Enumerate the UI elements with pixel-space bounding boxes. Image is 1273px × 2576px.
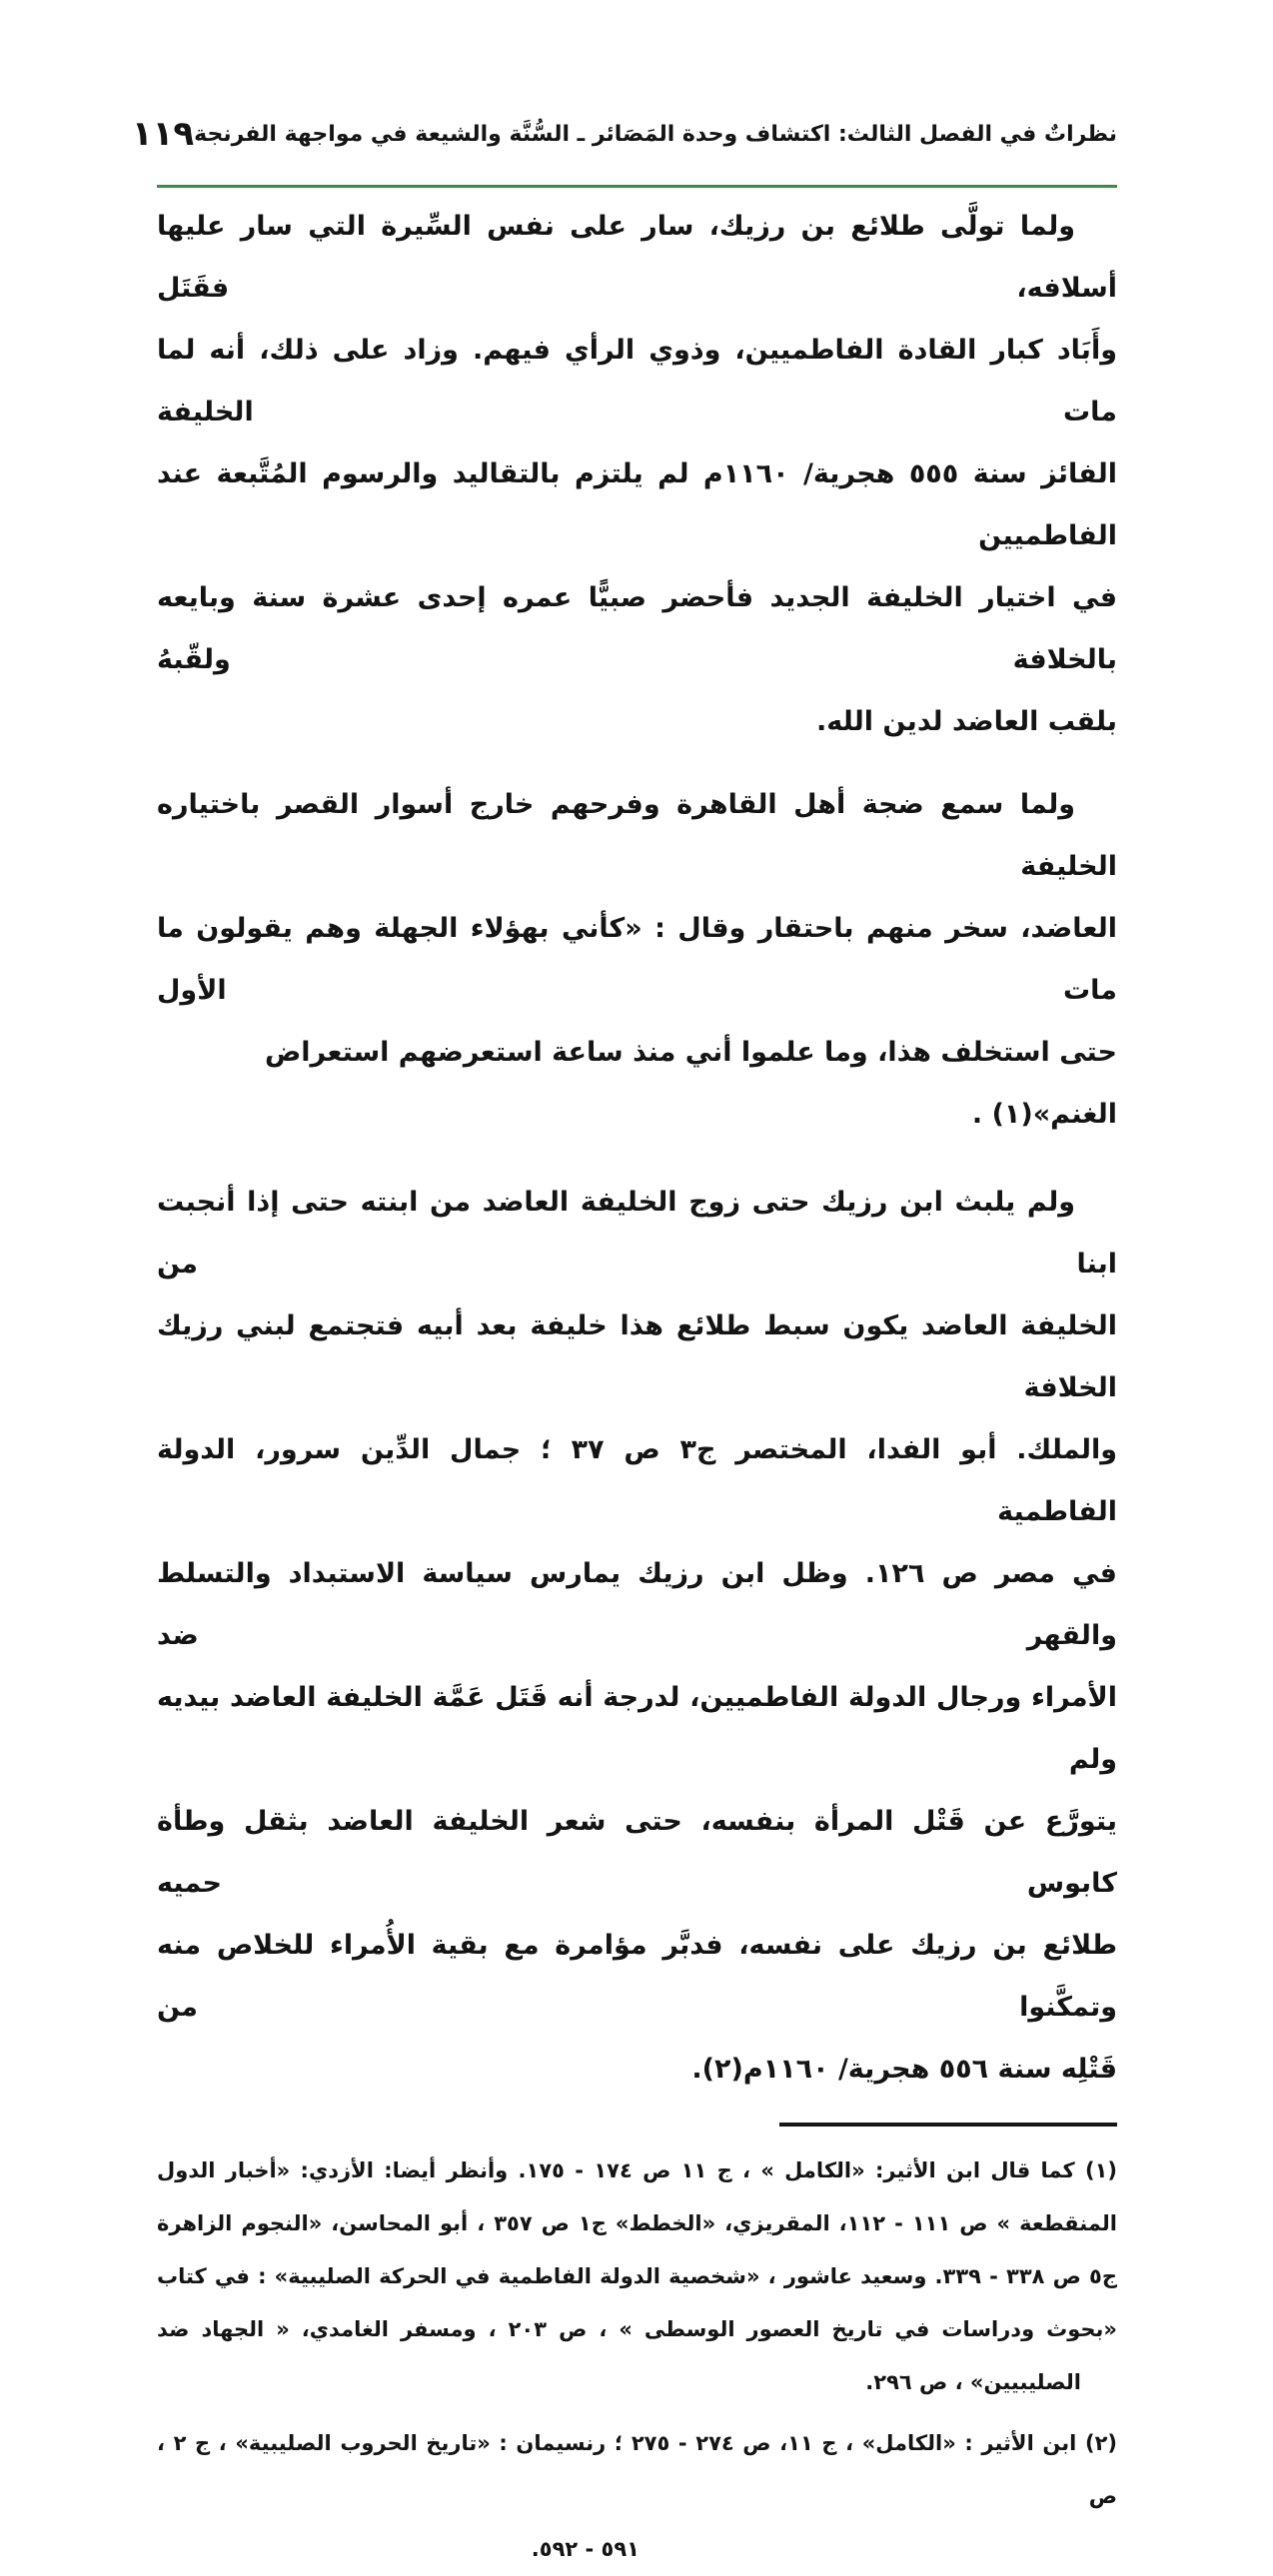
page-header <box>131 110 1117 158</box>
footnote-line: الصليبيين» ، ص ٢٩٦. <box>865 2370 1081 2394</box>
paragraph-3 <box>157 1172 1117 2101</box>
text-line: الفائز سنة ٥٥٥ هجرية/ ١١٦٠م لم يلتزم بالتقاليد والرسوم المُتَّبعة عند الفاطميين <box>157 458 1117 551</box>
text-line: بلقب العاضد لدين الله. <box>815 706 1117 737</box>
text-line: حتى استخلف هذا، وما علموا أني منذ ساعة استعرضهم استعراض الغنم»(١) . <box>264 1037 1117 1130</box>
footnote-line: (١) كما قال ابن الأثير: «الكامل » ، ج ١١ ص ١٧٤ - ١٧٥. وأنظر أيضا: الأزدي: «أخبار الدول <box>157 2158 1118 2182</box>
footnote-line: ج٥ ص ٣٣٨ - ٣٣٩. وسعيد عاشور ، «شخصية الدولة الفاطمية في الحركة الصليبية» : في كتاب <box>157 2264 1118 2288</box>
footnote-line: المنقطعة » ص ١١١ - ١١٢، المقريزي، «الخطط» ج١ ص ٣٥٧ ، أبو المحاسن، «النجوم الزاهرة <box>157 2211 1117 2235</box>
text-line: في اختيار الخليفة الجديد فأحضر صبيًّا عمره إحدى عشرة سنة وبايعه بالخلافة ولقّبهُ <box>157 582 1117 675</box>
text-line: ولما تولَّى طلائع بن رزيك، سار على نفس السِّيرة التي سار عليها أسلافه، فقَتَل <box>157 211 1117 304</box>
footnote-separator-rule <box>779 2123 1117 2127</box>
running-title: نظراتٌ في الفصل الثالث: اكتشاف وحدة المَصَائر ـ السُّنَّة والشيعة في مواجهة الفرنجة <box>194 121 1117 147</box>
text-line: والملك. أبو الفدا، المختصر ج٣ ص ٣٧ ؛ جمال الدِّين سرور، الدولة الفاطمية <box>157 1434 1117 1527</box>
footnote-line: «بحوث ودراسات في تاريخ العصور الوسطى » ، ص ٢٠٣ ، ومسفر الغامدي، « الجهاد ضد <box>157 2317 1117 2341</box>
text-line: في مصر ص ١٢٦. وظل ابن رزيك يمارس سياسة الاستبداد والتسلط والقهر ضد <box>157 1558 1117 1651</box>
footnote-line: (٢) ابن الأثير : «الكامل» ، ج ١١، ص ٢٧٤ - ٢٧٥ ؛ رنسيمان : «تاريخ الحروب الصليبية» ، ج ٢ ، ص <box>157 2431 1117 2508</box>
text-line: قَتْلِه سنة ٥٥٦ هجرية/ ١١٦٠م(٢). <box>691 2054 1117 2085</box>
text-line: الأمراء ورجال الدولة الفاطميين، لدرجة أنه قَتَل عَمَّة الخليفة العاضد بيديه ولم <box>157 1682 1117 1775</box>
header-rule <box>157 185 1117 188</box>
text-line: يتورَّع عن قَتْل المرأة بنفسه، حتى شعر الخليفة العاضد بثقل وطأة كابوس حميه <box>157 1806 1117 1899</box>
text-line: العاضد، سخر منهم باحتقار وقال : «كأني بهؤلاء الجهلة وهم يقولون ما مات الأول <box>157 913 1117 1006</box>
paragraph-2 <box>157 774 1117 1146</box>
text-line: الخليفة العاضد يكون سبط طلائع هذا خليفة بعد أبيه فتجتمع لبني رزيك الخلافة <box>157 1310 1117 1403</box>
text-line: وأَبَاد كبار القادة الفاطميين، وذوي الرأي فيهم. وزاد على ذلك، أنه لما مات الخليفة <box>157 335 1117 428</box>
paragraph-1 <box>157 196 1117 753</box>
footnote-line: ٥٩١ - ٥٩٢. <box>531 2537 639 2561</box>
footnote-2 <box>157 2417 1117 2576</box>
text-line: ولم يلبث ابن رزيك حتى زوج الخليفة العاضد من ابنته حتى إذا أنجبت ابنا من <box>157 1187 1117 1280</box>
footnotes <box>157 2145 1117 2576</box>
text-line: ولما سمع ضجة أهل القاهرة وفرحهم خارج أسوار القصر باختياره الخليفة <box>157 789 1117 882</box>
page-number: ١١٩ <box>131 114 195 154</box>
text-line: طلائع بن رزيك على نفسه، فدبَّر مؤامرة مع بقية الأُمراء للخلاص منه وتمكَّنوا من <box>157 1930 1117 2023</box>
body-text <box>157 196 1117 2101</box>
footnote-1 <box>157 2145 1117 2409</box>
